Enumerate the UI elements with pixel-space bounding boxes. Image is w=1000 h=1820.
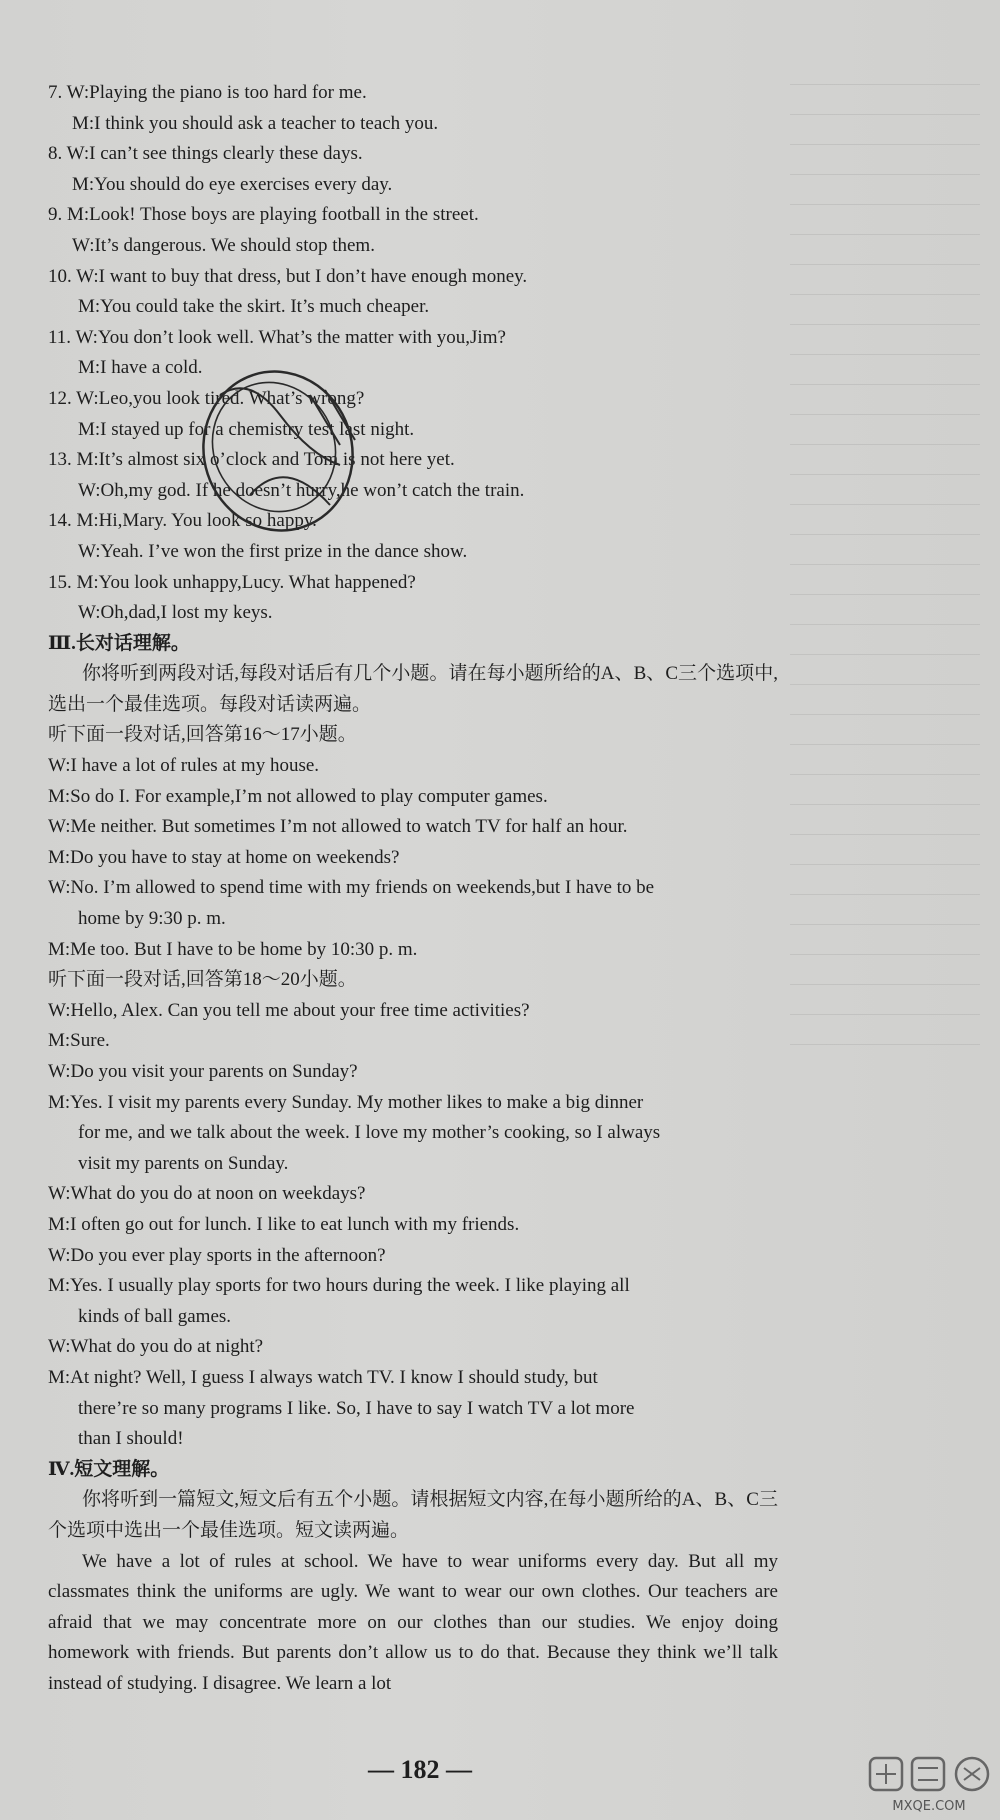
dialogue-line: M:I stayed up for a chemistry test last night. [78, 418, 415, 440]
dialogue-line: W:Do you ever play sports in the afternoon? [48, 1244, 386, 1266]
dialogue-line: M:Sure. [48, 1030, 110, 1052]
passage-paragraph: We have a lot of rules at school. We have to wear uniforms every day. But all my classmates think the uniforms are ugly. We want to wear our own clothes. Our teachers are afraid that we may concentrate more on our clothes than our studies. We enjoy doing homework with friends. But parents don’t allow us to do that. Because they think we’ll talk instead of studying. I disagree. We learn a lot [48, 1550, 778, 1694]
dialogue-line: M:So do I. For example,I’m not allowed to play computer games. [48, 785, 548, 807]
dialogue-line: 7. W:Playing the piano is too hard for me. [48, 82, 367, 103]
dialogue-line: 14. M:Hi,Mary. You look so happy. [48, 510, 317, 532]
dialogue-line: W:Oh,my god. If he doesn’t hurry,he won’t catch the train. [78, 479, 525, 501]
dialogue-line: 11. W:You don’t look well. What’s the matter with you,Jim? [48, 326, 506, 348]
dialogue-line: M:You should do eye exercises every day. [72, 173, 393, 195]
dialogue-line: 9. M:Look! Those boys are playing football in the street. [48, 204, 479, 226]
dialogue-line: M:Yes. I usually play sports for two hours during the week. I like playing all [48, 1275, 630, 1297]
section-instructions: 你将听到一篇短文,短文后有五个小题。请根据短文内容,在每小题所给的A、B、C三个选项中选出一个最佳选项。短文读两遍。 [48, 1489, 778, 1541]
dialogue-line: W:Oh,dad,I lost my keys. [78, 602, 273, 624]
dialogue-line: W:I have a lot of rules at my house. [48, 755, 320, 777]
dialogue-line: M:Yes. I visit my parents every Sunday. My mother likes to make a big dinner [48, 1091, 644, 1113]
dialogue-line: W:What do you do at night? [48, 1336, 264, 1358]
dialogue-line: 12. W:Leo,you look tired. What’s wrong? [48, 387, 365, 409]
dialogue-line: 15. M:You look unhappy,Lucy. What happened? [48, 571, 416, 593]
sub-instruction: 听下面一段对话,回答第16～17小题。 [48, 724, 357, 746]
dialogue-line: M:I often go out for lunch. I like to eat lunch with my friends. [48, 1213, 520, 1235]
section-heading: Ⅳ.短文理解。 [48, 1458, 170, 1480]
dialogue-line: W:Do you visit your parents on Sunday? [48, 1061, 358, 1082]
dialogue-line: M:Do you have to stay at home on weekends? [48, 846, 400, 868]
dialogue-line: M:I have a cold. [78, 357, 203, 379]
bleed-through-text [790, 60, 980, 1060]
page-number: — 182 — [368, 1755, 472, 1784]
dialogue-line: W:No. I’m allowed to spend time with my friends on weekends,but I have to be [48, 877, 655, 899]
dialogue-line: 10. W:I want to buy that dress, but I don’t have enough money. [48, 265, 528, 287]
dialogue-line: for me, and we talk about the week. I love my mother’s cooking, so I always [78, 1122, 661, 1144]
dialogue-line: W:What do you do at noon on weekdays? [48, 1183, 366, 1205]
dialogue-line: there’re so many programs I like. So, I have to say I watch TV a lot more [78, 1397, 635, 1419]
dialogue-line: 13. M:It’s almost six o’clock and Tom is not here yet. [48, 449, 455, 471]
site-logo [864, 1754, 994, 1814]
dialogue-line: than I should! [78, 1428, 184, 1450]
logo-mark-icon [864, 1754, 994, 1796]
section-heading: Ⅲ.长对话理解。 [48, 632, 190, 654]
dialogue-line: W:Hello, Alex. Can you tell me about your free time activities? [48, 999, 530, 1021]
document-body [48, 78, 778, 1699]
dialogue-line: M:You could take the skirt. It’s much cheaper. [78, 296, 430, 318]
handwritten-watermark [190, 355, 370, 545]
logo-text: MXQE.COM [892, 1799, 966, 1814]
dialogue-line: kinds of ball games. [78, 1305, 232, 1327]
sub-instruction: 听下面一段对话,回答第18～20小题。 [48, 969, 357, 991]
dialogue-line: M:At night? Well, I guess I always watch TV. I know I should study, but [48, 1366, 598, 1388]
dialogue-line: W:Yeah. I’ve won the first prize in the dance show. [78, 540, 468, 562]
dialogue-line: 8. W:I can’t see things clearly these days. [48, 143, 363, 165]
dialogue-line: W:It’s dangerous. We should stop them. [72, 234, 375, 256]
section-instructions: 你将听到两段对话,每段对话后有几个小题。请在每小题所给的A、B、C三个选项中,选出一个最佳选项。每段对话读两遍。 [48, 663, 778, 715]
dialogue-line: visit my parents on Sunday. [78, 1152, 289, 1174]
dialogue-line: home by 9:30 p. m. [78, 908, 226, 930]
dialogue-line: W:Me neither. But sometimes I’m not allowed to watch TV for half an hour. [48, 816, 628, 838]
dialogue-line: M:Me too. But I have to be home by 10:30 p. m. [48, 938, 418, 960]
dialogue-line: M:I think you should ask a teacher to teach you. [72, 112, 439, 134]
